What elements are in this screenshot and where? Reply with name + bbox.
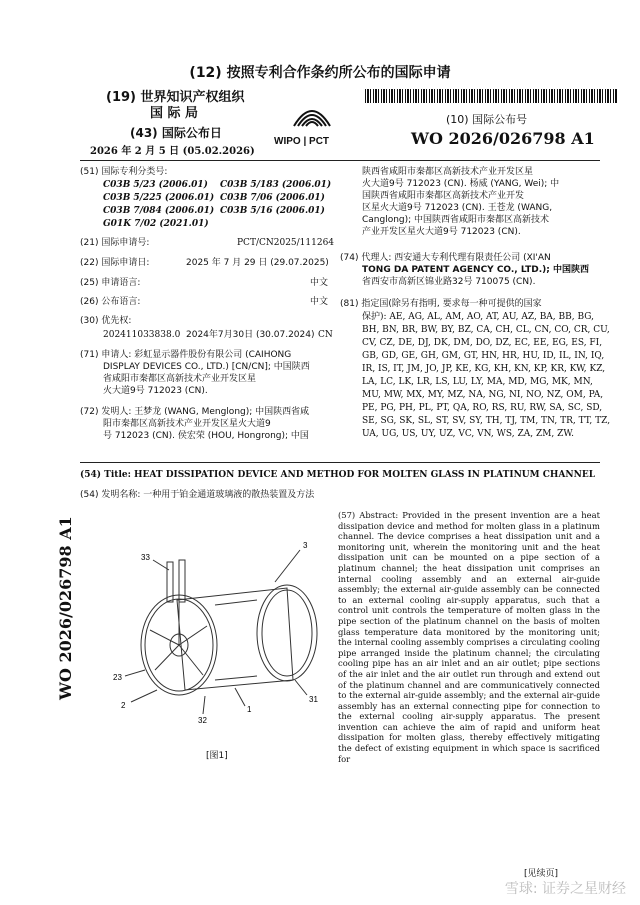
ipc-code: C03B 7/084 (2006.01) <box>103 206 215 216</box>
inventor-line: 号 712023 (CN). 侯宏荣 (HOU, Hongrong); 中国 <box>103 431 309 441</box>
publication-number: WO 2026/026798 A1 <box>411 129 595 148</box>
watermark: 雪球: 证券之星财经 <box>504 881 626 897</box>
filing-language-value: 中文 <box>310 278 329 288</box>
header-divider <box>80 160 600 161</box>
wipo-logo <box>272 86 352 156</box>
priority-date: 2024年7月30日 (30.07.2024) <box>186 330 315 340</box>
pubnum-label: (10) 国际公布号 <box>446 113 528 126</box>
filing-date-value: 2025 年 7 月 29 日 (29.07.2025) <box>186 258 329 268</box>
org-bureau: 国 际 局 <box>150 106 199 121</box>
inventor-line: (72) 发明人: 王梦龙 (WANG, Menglong); 中国陕西省咸 <box>80 407 310 417</box>
pub-language-value: 中文 <box>310 297 329 307</box>
app-number-label: (21) 国际申请号: <box>80 238 150 248</box>
ipc-code: C03B 5/23 (2006.01) <box>103 180 208 190</box>
inventor-line: 国陕西省咸阳市秦都区高新技术产业开发 <box>362 191 525 201</box>
figure-label: 3 <box>303 541 308 550</box>
designated-states-line: IR, IS, IT, JM, JO, JP, KE, KG, KH, KN, KP, KR, KW, KZ, <box>362 364 606 374</box>
pubdate-label: (43) 国际公布日 <box>130 126 222 140</box>
inventor-line: 区星火大道9号 712023 (CN). 王苍龙 (WANG, <box>362 203 553 213</box>
applicant-line: DISPLAY DEVICES CO., LTD.) [CN/CN]; 中国陕西 <box>103 362 310 372</box>
figure-label: 33 <box>141 553 150 562</box>
agent-line: (74) 代理人: 西安通大专利代理有限责任公司 (XI'AN <box>340 253 551 263</box>
applicant-line: (71) 申请人: 彩虹显示器件股份有限公司 (CAIHONG <box>80 350 292 360</box>
figure-label: 32 <box>198 716 207 725</box>
priority-label: (30) 优先权: <box>80 316 132 326</box>
filing-language-label: (25) 申请语言: <box>80 278 141 288</box>
inventor-line: Canglong); 中国陕西省咸阳市秦都区高新技术 <box>362 215 550 225</box>
applicant-line: 火大道9号 712023 (CN). <box>103 386 208 396</box>
designated-states-line: MU, MW, MX, MY, MZ, NA, NG, NI, NO, NZ, OM, PA, <box>362 390 604 400</box>
inventor-line: 火大道9号 712023 (CN). 杨威 (YANG, Wei); 中 <box>362 179 560 189</box>
document-title: (12) 按照专利合作条约所公布的国际申请 <box>189 65 451 81</box>
app-number-value: PCT/CN2025/111264 <box>237 238 335 248</box>
ipc-code: C03B 5/225 (2006.01) <box>103 193 215 203</box>
barcode <box>365 89 618 103</box>
vertical-publication-number: WO 2026/026798 A1 <box>56 516 75 700</box>
agent-line: 省西安市高新区锦业路32号 710075 (CN). <box>362 277 536 287</box>
figure-label: 2 <box>121 701 126 710</box>
title-en: (54) Title: HEAT DISSIPATION DEVICE AND METHOD FOR MOLTEN GLASS IN PLATINUM CHANNEL <box>80 470 596 480</box>
wipo-logo-text: WIPO | PCT <box>274 136 330 147</box>
section-divider <box>80 462 600 463</box>
designated-states-line: SE, SG, SK, SL, ST, SV, SY, TH, TJ, TM, TN, TR, TT, TZ, <box>362 416 611 426</box>
priority-number: 202411033838.0 <box>103 330 181 340</box>
figure-drawing <box>95 530 330 760</box>
applicant-line: 省咸阳市秦都区高新技术产业开发区星 <box>103 374 257 384</box>
filing-date-label: (22) 国际申请日: <box>80 258 150 268</box>
figure-label: 1 <box>247 705 252 714</box>
inventor-line: 产业开发区星火大道9号 712023 (CN). <box>362 227 521 237</box>
org-name: (19) 世界知识产权组织 <box>106 90 245 105</box>
designated-states-line: 保护): AE, AG, AL, AM, AO, AT, AU, AZ, BA, BB, BG, <box>362 312 594 322</box>
ipc-code: C03B 5/16 (2006.01) <box>220 206 325 216</box>
priority-country: CN <box>318 330 333 340</box>
ipc-label: (51) 国际专利分类号: <box>80 167 168 177</box>
designated-states-line: PE, PG, PH, PL, PT, QA, RO, RS, RU, RW, SA, SC, SD, <box>362 403 603 413</box>
abstract-text: (57) Abstract: Provided in the present invention are a heat dissipation device and method for molten glass in a platinum channel. The device comprises a heat dissipation unit and a monitoring unit, wherein the monitoring unit and the heat dissipation unit can be mounted on a pipe section of a platinum channel; the heat dissipation unit comprises an internal cooling assembly and an external air-guide assembly; the external air-guide assembly can be connected to an external cooling air-supply apparatus, such that a control unit controls the temperature of molten glass in the pipe section of the platinum channel on the basis of molten glass temperature data monitored by the monitoring unit; the internal cooling assembly comprises a circulating cooling pipe arranged inside the platinum channel; the circulating cooling pipe has an air inlet and an air outlet; pipe sections of the air inlet and the air outlet run through and extend out of the platinum channel and are communicatively connected to the external air-guide assembly; and the external air-guide assembly has an external connecting pipe for connection to the external cooling air-supply apparatus. The present invention can achieve the aim of rapid and uniform heat dissipation for molten glass, thereby effectively mitigating the defect of existing equipment in which space is sacrificed for <box>338 510 600 764</box>
patent-figure <box>95 530 330 760</box>
title-cn: (54) 发明名称: 一种用于铂金通道玻璃液的散热装置及方法 <box>80 490 315 500</box>
agent-line: TONG DA PATENT AGENCY CO., LTD.); 中国陕西 <box>362 265 589 275</box>
designated-states-line: LA, LC, LK, LR, LS, LU, LY, MA, MD, MG, MK, MN, <box>362 377 593 387</box>
figure-caption: [图1] <box>206 751 228 761</box>
inventor-line: 阳市秦都区高新技术产业开发区星火大道9 <box>103 419 271 429</box>
pubdate-value: 2026 年 2 月 5 日 (05.02.2026) <box>90 146 255 157</box>
designated-states-line: CV, CZ, DE, DJ, DK, DM, DO, DZ, EC, EE, EG, ES, FI, <box>362 338 603 348</box>
pub-language-label: (26) 公布语言: <box>80 297 141 307</box>
figure-label: 23 <box>113 673 122 682</box>
designated-states-line: (81) 指定国(除另有指明, 要求每一种可提供的国家 <box>340 299 542 309</box>
designated-states-line: GB, GD, GE, GH, GM, GT, HN, HR, HU, ID, IL, IN, IQ, <box>362 351 605 361</box>
continued-note: [见续页] <box>524 869 559 879</box>
designated-states-line: BH, BN, BR, BW, BY, BZ, CA, CH, CL, CN, CO, CR, CU, <box>362 325 610 335</box>
designated-states-line: UA, UG, US, UY, UZ, VC, VN, WS, ZA, ZM, ZW. <box>362 429 574 439</box>
ipc-code: C03B 7/06 (2006.01) <box>220 193 325 203</box>
figure-label: 31 <box>309 695 318 704</box>
ipc-code: G01K 7/02 (2021.01) <box>103 219 209 229</box>
ipc-code: C03B 5/183 (2006.01) <box>220 180 332 190</box>
inventor-line: 陕西省咸阳市秦都区高新技术产业开发区星 <box>362 167 534 177</box>
